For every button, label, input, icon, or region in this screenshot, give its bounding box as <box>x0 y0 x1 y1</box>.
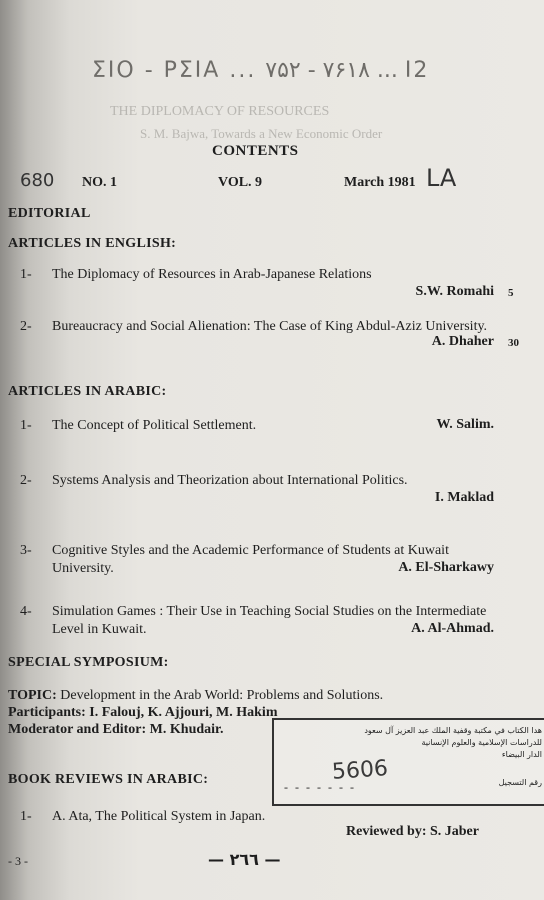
symposium-participants: Participants: I. Falouj, K. Ajjouri, M. Hakim <box>8 705 278 720</box>
section-book-reviews-arabic: BOOK REVIEWS IN ARABIC: <box>8 772 209 787</box>
bleed-through-line-2: S. M. Bajwa, Towards a New Economic Order <box>140 126 383 141</box>
list-item: 2- Systems Analysis and Theorization about International Politics. <box>20 473 408 488</box>
handwritten-initials: LA <box>426 164 457 192</box>
review-author: Reviewed by: S. Jaber <box>346 824 479 839</box>
section-articles-arabic: ARTICLES IN ARABIC: <box>8 384 167 399</box>
symposium-topic: TOPIC: Development in the Arab World: Problems and Solutions. <box>8 688 384 703</box>
article-author: S.W. Romahi <box>415 284 494 299</box>
volume-number: VOL. 9 <box>218 175 263 190</box>
page-number: 5 <box>508 287 514 299</box>
issue-date: March 1981 <box>344 175 416 190</box>
handwritten-reference: ΣΙΟ - ΡΣΙΑ ... ۷۵۲ - ۷۶۱۸ ... Ι2 <box>92 58 430 83</box>
article-author: A. El-Sharkawy <box>398 560 494 575</box>
article-author: A. Dhaher <box>431 334 494 349</box>
contents-heading: CONTENTS <box>212 143 299 159</box>
list-item: 1- The Concept of Political Settlement. <box>20 418 257 433</box>
list-item: 3- Cognitive Styles and the Academic Performance of Students at Kuwait University. <box>20 543 449 576</box>
bleed-through-line-1: THE DIPLOMACY OF RESOURCES <box>110 104 330 119</box>
list-item: 4- Simulation Games : Their Use in Teaching Social Studies on the Intermediate Level in Kuwait. <box>20 604 487 637</box>
article-author: W. Salim. <box>436 417 494 432</box>
symposium-moderator: Moderator and Editor: M. Khudair. <box>8 722 224 737</box>
article-author: A. Al-Ahmad. <box>411 621 494 636</box>
list-item: 1- The Diplomacy of Resources in Arab-Japanese Relations <box>20 267 372 282</box>
section-editorial: EDITORIAL <box>8 206 91 221</box>
list-item: 2- Bureaucracy and Social Alienation: The Case of King Abdul-Aziz University. <box>20 319 488 334</box>
list-item: 1- A. Ata, The Political System in Japan. <box>20 809 266 824</box>
article-author: I. Maklad <box>434 490 494 505</box>
page-footer-number: - 3 - <box>8 854 28 868</box>
library-stamp: هدا الكتاب في مكتبة وقفية الملك عبد العزيز آل سعود للدراسات الإسلامية والعلوم الإنسانية الدار البيضاء 5606 رقم التسجيل - - - - - - - <box>272 718 544 806</box>
issue-number: NO. 1 <box>82 175 117 190</box>
page-number: 30 <box>508 337 519 349</box>
section-articles-english: ARTICLES IN ENGLISH: <box>8 236 177 251</box>
page-footer-arabic-number: — ٢٦٦ — <box>208 850 281 869</box>
stamp-handwritten-number: 5606 <box>331 756 389 785</box>
handwritten-number: 680 <box>20 170 55 191</box>
section-special-symposium: SPECIAL SYMPOSIUM: <box>8 655 169 670</box>
